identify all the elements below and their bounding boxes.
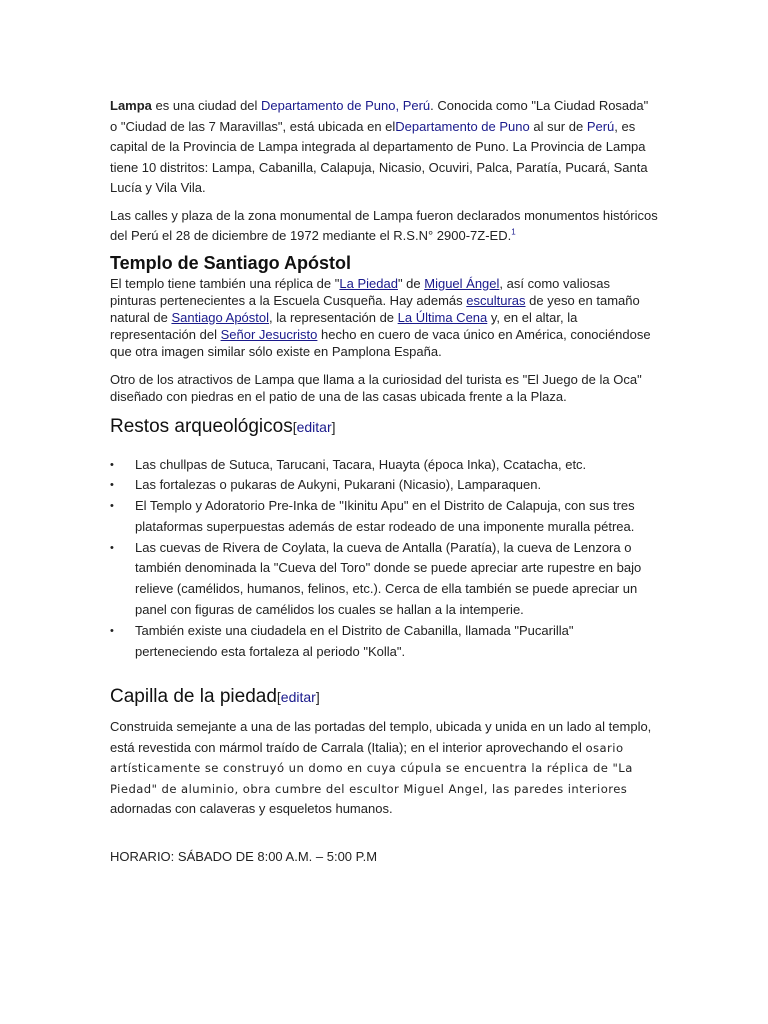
horario-text: HORARIO: SÁBADO DE 8:00 A.M. – 5:00 P.M [110,848,378,864]
intro-text-d: , es capital de la Provincia de Lampa integrada al departamento de Puno. La Provincia de Lampa tiene 10 distritos: Lampa, Cabanilla, Calapuja, Nicasio, Ocuviri, Palca, Paratía, Pucará, Santa Lucía y Vila Vila. [110,118,648,195]
restos-list [110,455,658,663]
document-page [110,96,658,867]
edit-section-restos [293,419,336,435]
list-item: • Las chullpas de Sutuca, Tarucani, Tacara, Huayta (época Inka), Ccatacha, etc. [110,455,658,476]
link-esculturas[interactable]: esculturas [466,292,526,308]
oca-paragraph: Otro de los atractivos de Lampa que llama a la curiosidad del turista es "El Juego de la Oca" diseñado con piedras en el patio de una de las casas ubicada frente a la Plaza. [110,371,642,404]
edit-bracket-open: [ [276,689,281,706]
link-santiago-apostol[interactable]: Santiago Apóstol [171,309,270,325]
capilla-text-b: osario artísticamente se construyó un domo en cuya cúpula se encuentra la réplica de "La Piedad" de aluminio, obra cumbre del escultor Miguel Angel, las paredes interiores [110,740,633,796]
list-item: • El Templo y Adoratorio Pre-Inka de "Ikinitu Apu" en el Distrito de Calapuja, con sus tres plataformas superpuestas además de estar rodeado de una imponente muralla pétrea. [110,496,658,538]
link-departamento-puno[interactable]: Departamento de Puno [395,118,530,134]
heading-capilla [110,685,658,709]
intro-text-c: al sur de [529,118,587,134]
templo-text-1: El templo tiene también una réplica de " [110,275,340,291]
link-la-piedad[interactable]: La Piedad [339,275,398,291]
link-ultima-cena[interactable]: La Última Cena [397,309,488,325]
edit-link-restos[interactable]: editar [296,418,332,435]
edit-bracket-close: ] [315,689,320,706]
edit-section-capilla [277,689,320,705]
capilla-text-c: adornadas con calaveras y esqueletos humanos. [110,801,393,817]
monumentos-text: Las calles y plaza de la zona monumental de Lampa fueron declarados monumentos históricos del Perú el 28 de diciembre de 1972 mediante el R.S.N° 2900-7Z-ED. [110,207,658,243]
link-departamento-puno-peru[interactable]: Departamento de Puno, Perú [261,98,431,113]
intro-paragraph [110,96,658,199]
capilla-text-a: Construida semejante a una de las portadas del templo, ubicada y unida en un lado al templo, está revestida con mármol traído de Carrala (Italia); en el interior aprovechando el [110,719,652,755]
monumentos-paragraph [110,206,658,247]
heading-restos [110,415,658,439]
templo-text-4: de yeso en tamaño natural de [110,292,640,325]
edit-bracket-close: ] [331,418,336,435]
reference-1[interactable]: 1 [511,227,516,237]
capilla-paragraph [110,717,658,820]
templo-text-2: " de [397,275,425,291]
templo-text-6: y, en el altar, la representación del [110,309,578,342]
templo-paragraph [110,275,658,360]
list-item: • También existe una ciudadela en el Distrito de Cabanilla, llamada "Pucarilla" perteneciendo esta fortaleza al periodo "Kolla". [110,621,658,663]
lampa-bold: Lampa [110,98,152,113]
edit-link-capilla[interactable]: editar [280,689,316,706]
intro-text-a: es una ciudad del [151,98,262,113]
heading-templo: Templo de Santiago Apóstol [110,252,352,273]
link-miguel-angel[interactable]: Miguel Ángel [424,275,500,291]
heading-capilla-text: Capilla de la piedad [110,686,277,708]
link-senor-jesucristo[interactable]: Señor Jesucristo [220,326,318,342]
list-item: • Las cuevas de Rivera de Coylata, la cueva de Antalla (Paratía), la cueva de Lenzora o también denominada la "Cueva del Toro" donde se puede apreciar arte rupestre en bajo relieve (camélidos, humanos, felinos, etc.). Cerca de ella también se puede apreciar un panel con figuras de camélidos los cuales se hallan a la intemperie. [110,538,658,621]
edit-bracket-open: [ [292,418,297,435]
templo-text-3: , así como valiosas pinturas pertenecientes a la Escuela Cusqueña. Hay además [110,275,610,308]
intro-text-b: . Conocida como "La Ciudad Rosada" o "Ciudad de las 7 Maravillas", está ubicada en el [110,98,649,134]
heading-restos-text: Restos arqueológicos [110,415,293,437]
templo-text-7: hecho en cuero de vaca único en América, conociéndose que otra imagen similar sólo existe en Pamplona España. [110,326,651,359]
templo-text-5: , la representación de [269,309,398,325]
link-peru[interactable]: Perú [586,118,615,134]
list-item: • Las fortalezas o pukaras de Aukyni, Pukarani (Nicasio), Lamparaquen. [110,475,658,496]
